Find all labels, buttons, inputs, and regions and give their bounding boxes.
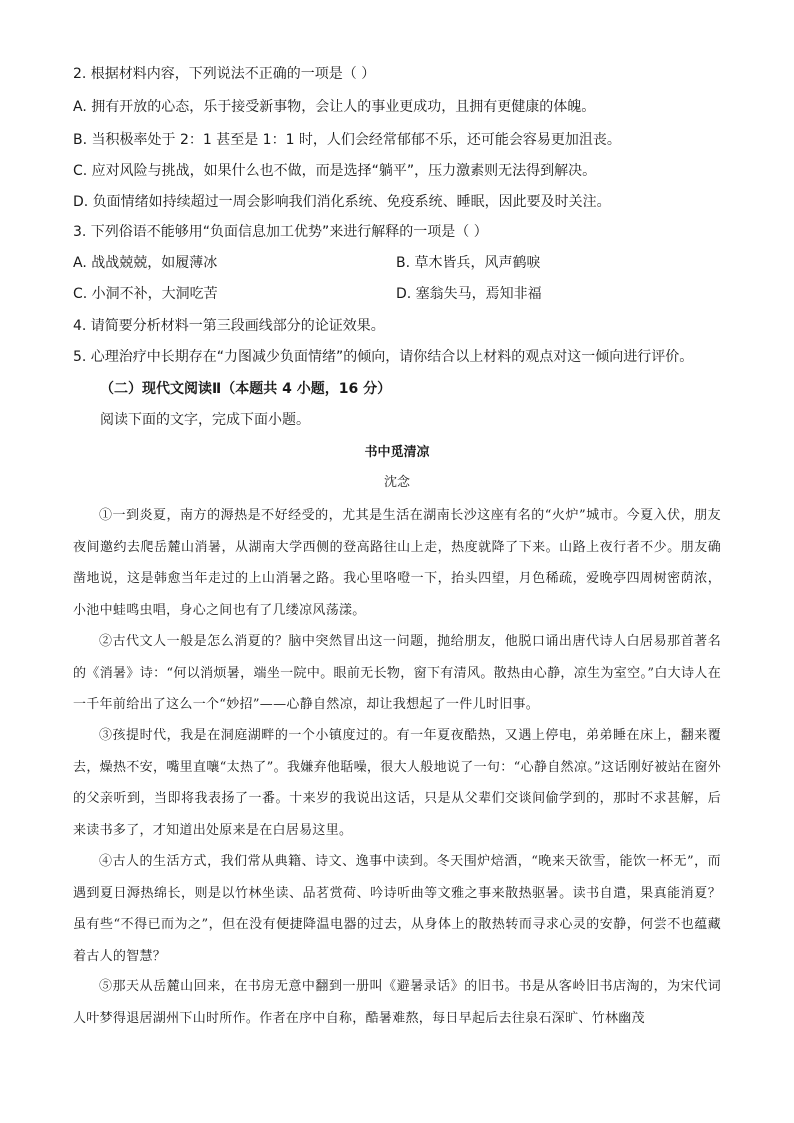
question-5: 5. 心理治疗中长期存在“力图减少负面情绪”的倾向，请你结合以上材料的观点对这一倾向进行评价。	[73, 349, 694, 365]
question-2-option-d: D. 负面情绪如持续超过一周会影响我们消化系统、免疫系统、睡眠，因此要及时关注。	[73, 194, 611, 210]
section-instruction: 阅读下面的文字，完成下面小题。	[100, 412, 310, 428]
question-2-option-c: C. 应对风险与挑战，如果什么也不做，而是选择“躺平”，压力激素则无法得到解决。	[73, 163, 597, 179]
section-heading: （二）现代文阅读Ⅱ（本题共 4 小题，16 分）	[100, 381, 392, 397]
question-3-option-c: C. 小洞不补，大洞吃苦	[73, 286, 218, 302]
article-paragraph-2: ②古代文人一般是怎么消夏的？脑中突然冒出这一问题，抛给朋友，他脱口诵出唐代诗人白居易那首著名的《消暑》诗：“何以消烦暑，端坐一院中。眼前无长物，窗下有清风。散热由心静，凉生为室空。”白大诗人在一千年前给出了这么一个“妙招”——心静自然凉，却让我想起了一件儿时旧事。	[73, 634, 721, 712]
question-3-option-d: D. 塞翁失马，焉知非福	[396, 286, 542, 302]
article-title: 书中觅清凉	[364, 445, 430, 460]
article-paragraph-1: ①一到炎夏，南方的溽热是不好经受的，尤其是生活在湖南长沙这座有名的“火炉”城市。今夏入伏，朋友夜间邀约去爬岳麓山消暑，从湖南大学西侧的登高路往山上走，热度就降了下来。山路上夜行者不少。朋友确凿地说，这是韩愈当年走过的上山消暑之路。我心里咯噔一下，抬头四望，月色稀疏，爱晚亭四周树密荫浓，小池中蛙鸣虫唱，身心之间也有了几缕凉风荡漾。	[73, 508, 721, 618]
question-2-option-a: A. 拥有开放的心态，乐于接受新事物，会让人的事业更成功，且拥有更健康的体魄。	[73, 99, 596, 115]
question-2-stem: 2. 根据材料内容，下列说法不正确的一项是（ ）	[73, 66, 376, 82]
article-paragraph-3: ③孩提时代，我是在洞庭湖畔的一个小镇度过的。有一年夏夜酷热，又遇上停电，弟弟睡在床上，翻来覆去，燥热不安，嘴里直嚷“太热了”。我嫌弃他聒噪，很大人般地说了一句：“心静自然凉。”这话刚好被站在窗外的父亲听到，当即将我表扬了一番。十来岁的我说出这话，只是从父辈们交谈间偷学到的，那时不求甚解，后来读书多了，才知道出处原来是在白居易这里。	[73, 728, 721, 838]
article-paragraph-4: ④古人的生活方式，我们常从典籍、诗文、逸事中读到。冬天围炉焙酒，“晚来天欲雪，能饮一杯无”，而遇到夏日溽热绵长，则是以竹林坐读、品茗赏荷、吟诗听曲等文雅之事来散热驱暑。读书自遣，果真能消夏？虽有些“不得已而为之”，但在没有便捷降温电器的过去，从身体上的散热转而寻求心灵的安静，何尝不也蕴藏着古人的智慧？	[73, 854, 721, 964]
question-3-option-b: B. 草木皆兵，风声鹤唳	[396, 255, 541, 271]
question-4: 4. 请简要分析材料一第三段画线部分的论证效果。	[73, 318, 385, 334]
question-3-stem: 3. 下列俗语不能够用“负面信息加工优势”来进行解释的一项是（ ）	[73, 224, 488, 240]
article-author: 沈念	[383, 475, 410, 490]
article-paragraph-5: ⑤那天从岳麓山回来，在书房无意中翻到一册叫《避暑录话》的旧书。书是从客岭旧书店淘的，为宋代词人叶梦得退居湖州下山时所作。作者在序中自称，酷暑难熬，每日早起后去往泉石深旷、竹林幽茂	[73, 979, 721, 1026]
question-2-option-b: B. 当积极率处于 2：1 甚至是 1：1 时，人们会经常郁郁不乐，还可能会容易更加沮丧。	[73, 132, 621, 148]
question-3-option-a: A. 战战兢兢，如履薄冰	[73, 255, 218, 271]
